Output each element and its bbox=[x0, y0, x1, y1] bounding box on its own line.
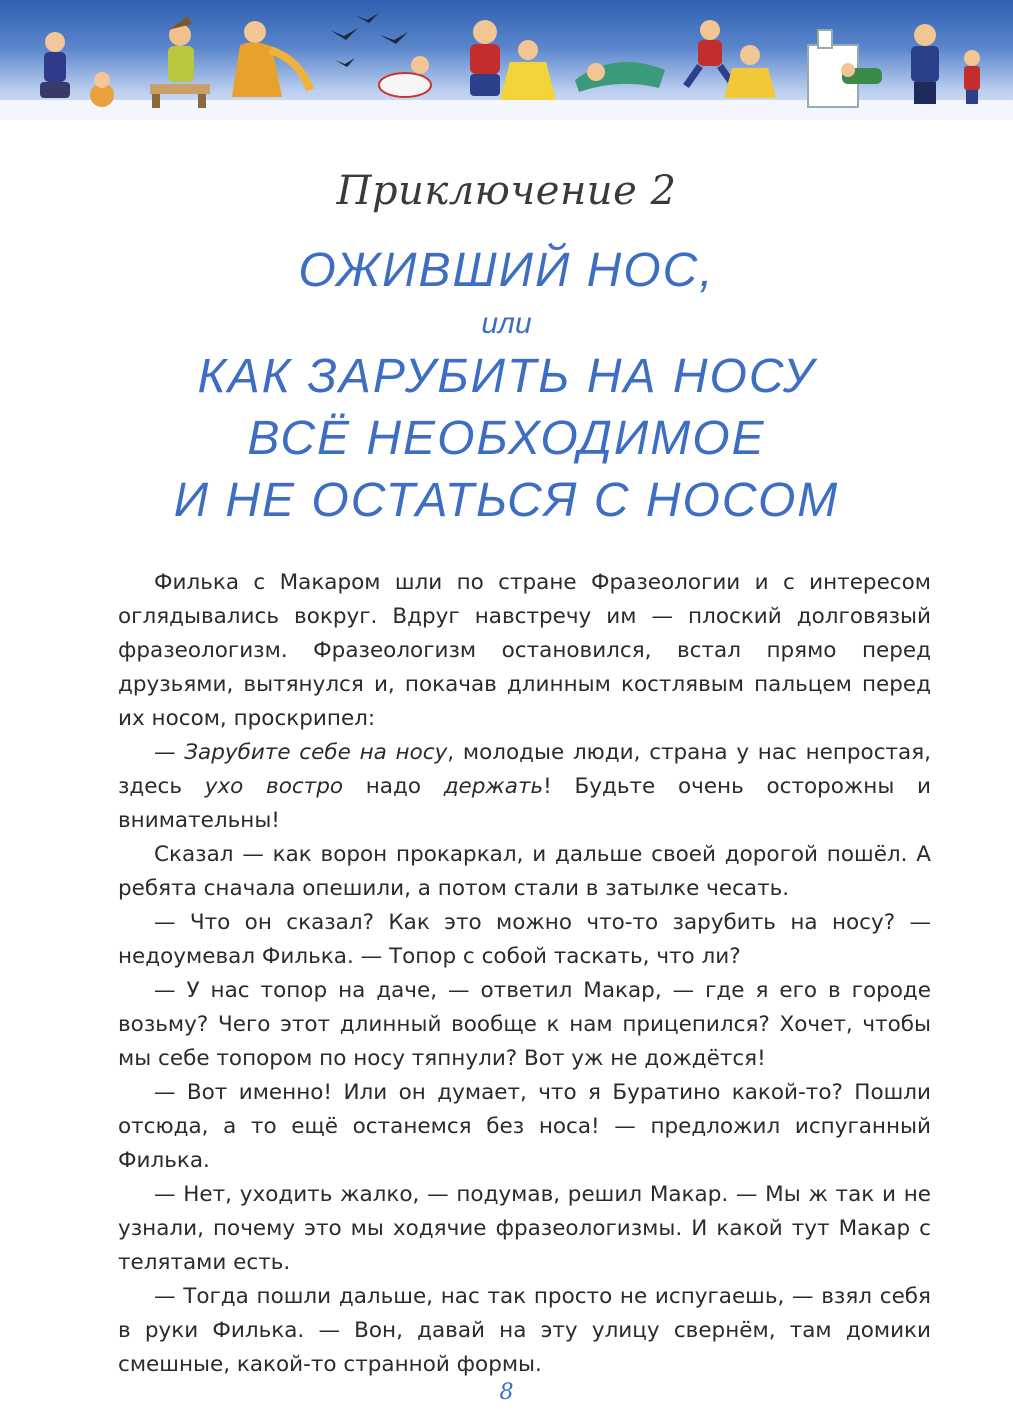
text-run: — Вот именно! Или он думает, что я Буратино какой-то? Пошли отсюда, а то ещё останемся без носа! — предложил испуганный Филька. bbox=[118, 1080, 931, 1173]
jumping-boy-icon bbox=[686, 20, 776, 98]
paragraph bbox=[118, 1076, 931, 1178]
text-run: — bbox=[154, 740, 185, 765]
paragraph bbox=[118, 1280, 931, 1382]
text-run: Филька с Макаром шли по стране Фразеологии и с интересом оглядывались вокруг. Вдруг навстречу им — плоский долговязый фразеологизм. Фразеологизм остановился, встал прямо перед друзьями, вытянулся и, покачав длинным костлявым пальцем перед их носом, проскрипел: bbox=[118, 570, 931, 731]
paragraph bbox=[118, 906, 931, 974]
woman-scarf-icon bbox=[232, 21, 310, 97]
text-run: — Нет, уходить жалко, — подумав, решил Макар. — Мы ж так и не узнали, почему это мы ходячие фразеологизмы. И какой тут Макар с телятами есть. bbox=[118, 1182, 931, 1275]
dancing-figures-icon bbox=[470, 20, 556, 100]
characters-illustration bbox=[0, 0, 1013, 120]
title-line-4: И НЕ ОСТАТЬСЯ С НОСОМ bbox=[173, 474, 840, 527]
text-run: Сказал — как ворон прокаркал, и дальше своей дорогой пошёл. А ребята сначала опешили, а потом стали в затылке чесать. bbox=[118, 842, 931, 901]
paragraph bbox=[118, 838, 931, 906]
illustrated-banner bbox=[0, 0, 1013, 120]
paragraph bbox=[118, 566, 931, 736]
body-text bbox=[118, 566, 931, 1382]
title-line-3: ВСЁ НЕОБХОДИМОЕ bbox=[247, 412, 766, 465]
paragraph bbox=[118, 974, 931, 1076]
title-line-1: ОЖИВШИЙ НОС, bbox=[298, 244, 715, 297]
birds-icon bbox=[330, 13, 408, 67]
paragraph bbox=[118, 736, 931, 838]
text-run: , молодые люди, страна у нас непростая, здесь bbox=[118, 740, 932, 799]
phraseologism-italic: держать bbox=[443, 774, 544, 799]
chapter-title bbox=[0, 160, 1013, 532]
man-on-bench-icon bbox=[150, 16, 210, 108]
text-run: ! Будьте очень осторожны и внимательны! bbox=[118, 774, 932, 833]
soldier-figure-icon bbox=[911, 24, 980, 104]
stove-icon bbox=[808, 30, 882, 107]
title-or: или bbox=[481, 307, 532, 340]
boy-figure-icon bbox=[40, 32, 114, 107]
text-run: надо bbox=[343, 774, 444, 799]
title-line-2: КАК ЗАРУБИТЬ НА НОСУ bbox=[197, 350, 816, 403]
fallen-man-icon bbox=[379, 56, 431, 97]
phraseologism-italic: ухо востро bbox=[204, 774, 344, 799]
text-run: — У нас топор на даче, — ответил Макар, — где я его в городе возьму? Чего этот длинный вообще к нам прицепился? Хочет, чтобы мы себе топором по носу тяпнули? Вот уж не дождётся! bbox=[118, 978, 931, 1071]
reclining-man-icon bbox=[575, 62, 665, 92]
page-number: 8 bbox=[499, 1380, 514, 1405]
phraseologism-italic: Зарубите себе на носу bbox=[184, 740, 448, 765]
paragraph bbox=[118, 1178, 931, 1280]
chapter-number: Приключение 2 bbox=[336, 168, 677, 214]
text-run: — Что он сказал? Как это можно что-то зарубить на носу? — недоумевал Филька. — Топор с собой таскать, что ли? bbox=[118, 910, 931, 969]
text-run: — Тогда пошли дальше, нас так просто не испугаешь, — взял себя в руки Филька. — Вон, давай на эту улицу свернём, там домики смешные, какой-то странной формы. bbox=[118, 1284, 931, 1377]
